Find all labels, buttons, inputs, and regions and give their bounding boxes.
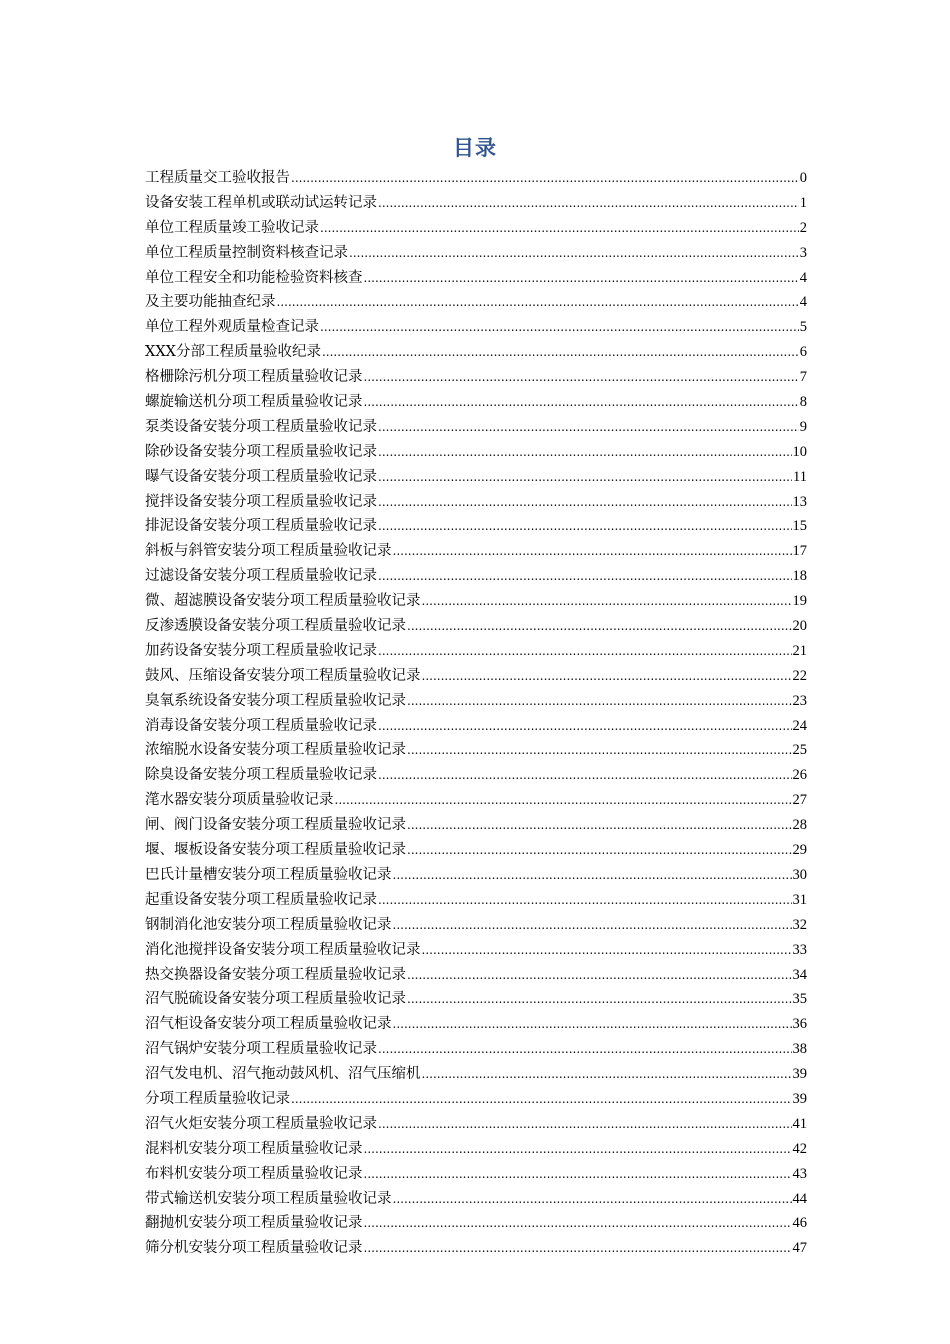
toc-entry[interactable] [145,639,807,664]
toc-dot-leader [277,290,799,315]
toc-entry-page-number: 44 [792,1190,807,1207]
toc-dot-leader [393,913,792,938]
toc-entry[interactable] [145,465,807,490]
toc-entry[interactable] [145,290,807,315]
toc-dot-leader [291,166,799,191]
toc-entry-title: 臭氧系统设备安装分项工程质量验收记录 [145,692,406,709]
toc-entry[interactable] [145,365,807,390]
toc-entry[interactable] [145,191,807,216]
toc-entry-title: 钢制消化池安装分项工程质量验收记录 [145,916,392,933]
toc-entry-title: 微、超滤膜设备安装分项工程质量验收记录 [145,593,421,610]
toc-dot-leader [422,589,792,614]
toc-entry[interactable] [145,738,807,763]
toc-entry-page-number: 47 [792,1240,807,1257]
toc-entry-page-number: 32 [792,916,807,933]
toc-entry-page-number: 1 [799,194,807,211]
toc-dot-leader [291,1087,792,1112]
toc-entry-page-number: 33 [792,941,807,958]
toc-dot-leader [407,813,792,838]
toc-dot-leader [378,888,792,913]
toc-dot-leader [364,1236,792,1261]
toc-entry[interactable] [145,1187,807,1212]
toc-entry[interactable] [145,1087,807,1112]
toc-dot-leader [393,1187,792,1212]
toc-dot-leader [378,465,792,490]
toc-entry[interactable] [145,1137,807,1162]
toc-entry-title: 沼气火炬安装分项工程质量验收记录 [145,1115,377,1132]
toc-entry-title: 格栅除污机分项工程质量验收记录 [145,369,363,386]
toc-dot-leader [364,1162,792,1187]
toc-dot-leader [407,738,792,763]
toc-entry[interactable] [145,788,807,813]
toc-entry[interactable] [145,1012,807,1037]
toc-entry-page-number: 19 [792,593,807,610]
toc-entry-title: 搅拌设备安装分项工程质量验收记录 [145,493,377,510]
toc-entry-page-number: 22 [792,667,807,684]
toc-dot-leader [378,564,792,589]
toc-entry[interactable] [145,440,807,465]
toc-entry-title: 斜板与斜管安装分项工程质量验收记录 [145,543,392,560]
toc-entry-title: 堰、堰板设备安装分项工程质量验收记录 [145,842,406,859]
toc-entry-title: 设备安装工程单机或联动试运转记录 [145,194,377,211]
toc-entry-page-number: 17 [792,543,807,560]
toc-dot-leader [422,664,792,689]
toc-entry-page-number: 13 [792,493,807,510]
toc-entry-title: 滗水器安装分项质量验收记录 [145,792,334,809]
toc-entry[interactable] [145,415,807,440]
toc-entry-page-number: 30 [792,866,807,883]
toc-dot-leader [393,1012,792,1037]
toc-entry[interactable] [145,913,807,938]
toc-entry-title: 除砂设备安装分项工程质量验收记录 [145,443,377,460]
toc-entry-title: 鼓风、压缩设备安装分项工程质量验收记录 [145,667,421,684]
toc-entry-page-number: 15 [792,518,807,535]
toc-entry-page-number: 3 [799,244,807,261]
toc-entry[interactable] [145,315,807,340]
toc-entry-title: 混料机安装分项工程质量验收记录 [145,1140,363,1157]
toc-entry-page-number: 41 [792,1115,807,1132]
toc-entry[interactable] [145,863,807,888]
toc-entry-page-number: 31 [792,891,807,908]
toc-entry-title: 翻抛机安装分项工程质量验收记录 [145,1215,363,1232]
toc-entry[interactable] [145,1162,807,1187]
toc-entry[interactable] [145,1062,807,1087]
toc-entry[interactable] [145,838,807,863]
toc-title: 目录 [453,136,497,160]
toc-entry[interactable] [145,1112,807,1137]
toc-entry-page-number: 25 [792,742,807,759]
toc-dot-leader [393,863,792,888]
toc-entry-page-number: 18 [792,568,807,585]
toc-entry-title: 巴氏计量槽安装分项工程质量验收记录 [145,866,392,883]
toc-dot-leader [378,1112,792,1137]
toc-dot-leader [349,241,799,266]
toc-entry-page-number: 20 [792,618,807,635]
toc-entry-title: 消化池搅拌设备安装分项工程质量验收记录 [145,941,421,958]
toc-dot-leader [378,440,792,465]
toc-entry-title: 热交换器设备安装分项工程质量验收记录 [145,966,406,983]
toc-entry-title: 带式输送机安装分项工程质量验收记录 [145,1190,392,1207]
toc-entry[interactable] [145,689,807,714]
toc-entry[interactable] [145,963,807,988]
toc-dot-leader [378,415,799,440]
toc-entry[interactable] [145,1211,807,1236]
toc-entry-page-number: 39 [792,1066,807,1083]
toc-entry-page-number: 42 [792,1140,807,1157]
toc-entry[interactable] [145,539,807,564]
toc-entry-title: 单位工程外观质量检查记录 [145,319,319,336]
toc-entry-page-number: 11 [793,468,807,485]
toc-entry-page-number: 26 [792,767,807,784]
toc-entry-title: 除臭设备安装分项工程质量验收记录 [145,767,377,784]
toc-dot-leader [335,788,792,813]
toc-entry[interactable] [145,664,807,689]
toc-dot-leader [422,938,792,963]
toc-entry-title: 曝气设备安装分项工程质量验收记录 [145,468,377,485]
toc-entry-page-number: 28 [792,817,807,834]
toc-entry[interactable] [145,166,807,191]
toc-entry-page-number: 34 [792,966,807,983]
toc-entry-title: 单位工程质量竣工验收记录 [145,219,319,236]
toc-entry[interactable] [145,714,807,739]
toc-dot-leader [364,1211,792,1236]
toc-entry-page-number: 24 [792,717,807,734]
toc-entry-page-number: 10 [792,443,807,460]
toc-entry-title: 布料机安装分项工程质量验收记录 [145,1165,363,1182]
toc-entry-page-number: 0 [799,170,807,186]
toc-entry-title: 螺旋输送机分项工程质量验收记录 [145,394,363,411]
toc-entry[interactable] [145,1037,807,1062]
toc-entry[interactable] [145,241,807,266]
toc-entry-title: 排泥设备安装分项工程质量验收记录 [145,518,377,535]
toc-dot-leader [364,1137,792,1162]
toc-entry-page-number: 9 [799,418,807,435]
toc-entry-page-number: 38 [792,1041,807,1058]
toc-entry[interactable] [145,340,807,365]
toc-entry-page-number: 46 [792,1215,807,1232]
toc-dot-leader [422,1062,792,1087]
toc-entry-title: 单位工程安全和功能检验资料核查 [145,269,363,286]
toc-entry-title: 分项工程质量验收记录 [145,1090,290,1107]
toc-dot-leader [378,490,792,515]
toc-entry[interactable] [145,514,807,539]
toc-dot-leader [364,365,799,390]
toc-dot-leader [364,390,799,415]
toc-entry[interactable] [145,614,807,639]
toc-entry-title: 单位工程质量控制资料核查记录 [145,244,348,261]
toc-dot-leader [320,216,799,241]
toc-entry-title: 工程质量交工验收报告 [145,170,290,186]
toc-dot-leader [378,714,792,739]
toc-entry-page-number: 8 [799,394,807,411]
toc-entry-page-number: 35 [792,991,807,1008]
toc-dot-leader [378,639,792,664]
toc-entry[interactable] [145,589,807,614]
toc-entry-page-number: 5 [799,319,807,336]
toc-dot-leader [378,763,792,788]
toc-entry-title: 反渗透膜设备安装分项工程质量验收记录 [145,618,406,635]
toc-entry-page-number: 4 [799,294,807,311]
toc-entry[interactable] [145,564,807,589]
toc-entry-title: 泵类设备安装分项工程质量验收记录 [145,418,377,435]
toc-entry-title: 沼气柜设备安装分项工程质量验收记录 [145,1016,392,1033]
toc-dot-leader [407,963,792,988]
toc-entry-page-number: 43 [792,1165,807,1182]
toc-entry-title: 及主要功能抽查纪录 [145,294,276,311]
toc-entry-title: 沼气脱硫设备安装分项工程质量验收记录 [145,991,406,1008]
toc-dot-leader [407,614,792,639]
toc-dot-leader [407,689,792,714]
toc-entry-title: 消毒设备安装分项工程质量验收记录 [145,717,377,734]
toc-entry-page-number: 21 [792,642,807,659]
toc-dot-leader [393,539,792,564]
toc-entry[interactable] [145,888,807,913]
toc-entry-title: 起重设备安装分项工程质量验收记录 [145,891,377,908]
toc-list [145,166,807,1261]
toc-entry-title: 过滤设备安装分项工程质量验收记录 [145,568,377,585]
toc-entry-title: XXX分部工程质量验收纪录 [145,344,321,361]
toc-entry-page-number: 39 [792,1090,807,1107]
toc-entry[interactable] [145,987,807,1012]
toc-entry-page-number: 36 [792,1016,807,1033]
toc-entry[interactable] [145,1236,807,1261]
toc-dot-leader [407,987,792,1012]
toc-dot-leader [378,514,792,539]
toc-entry-page-number: 2 [799,219,807,236]
toc-entry-title: 加药设备安装分项工程质量验收记录 [145,642,377,659]
toc-dot-leader [364,266,799,291]
toc-entry-page-number: 27 [792,792,807,809]
toc-dot-leader [378,1037,792,1062]
toc-entry-page-number: 23 [792,692,807,709]
toc-entry[interactable] [145,216,807,241]
toc-entry[interactable] [145,266,807,291]
toc-entry[interactable] [145,813,807,838]
toc-entry-page-number: 4 [799,269,807,286]
toc-entry-title: 浓缩脱水设备安装分项工程质量验收记录 [145,742,406,759]
toc-entry-title: 沼气发电机、沼气拖动鼓风机、沼气压缩机 [145,1066,421,1083]
toc-entry[interactable] [145,490,807,515]
toc-entry[interactable] [145,390,807,415]
toc-dot-leader [378,191,799,216]
toc-entry-title: 闸、阀门设备安装分项工程质量验收记录 [145,817,406,834]
toc-entry[interactable] [145,938,807,963]
toc-entry[interactable] [145,763,807,788]
toc-entry-page-number: 6 [799,344,807,361]
toc-dot-leader [322,340,799,365]
toc-entry-page-number: 29 [792,842,807,859]
toc-entry-title: 筛分机安装分项工程质量验收记录 [145,1240,363,1257]
toc-dot-leader [320,315,799,340]
toc-entry-title: 沼气锅炉安装分项工程质量验收记录 [145,1041,377,1058]
toc-dot-leader [407,838,792,863]
toc-entry-page-number: 7 [799,369,807,386]
